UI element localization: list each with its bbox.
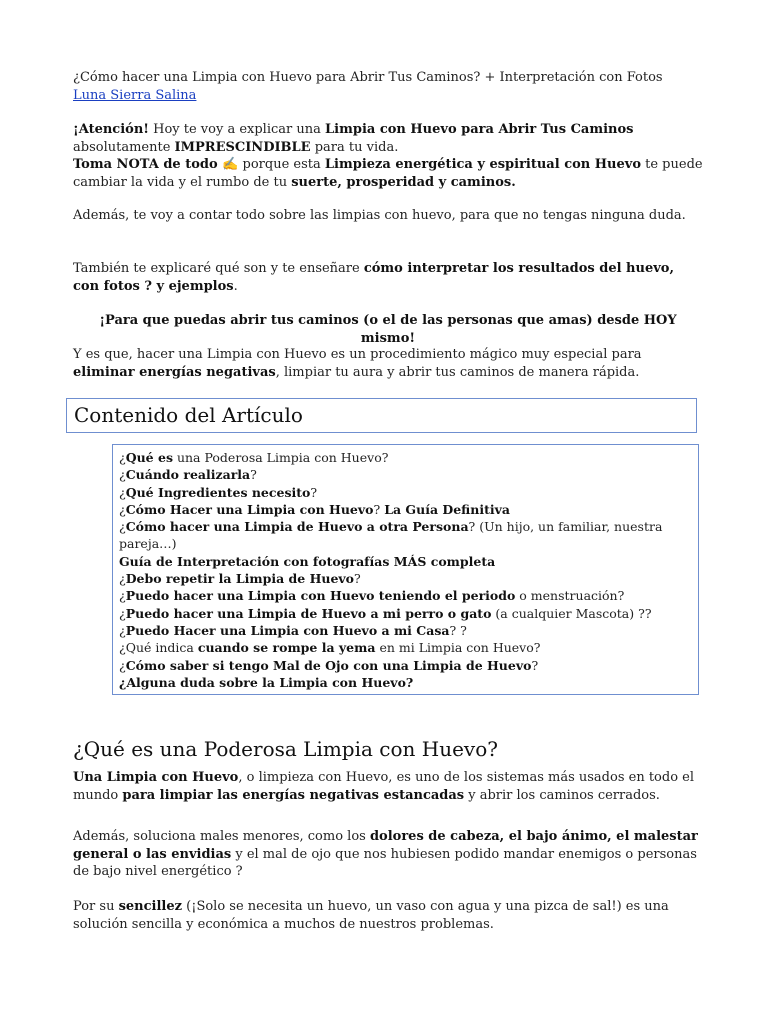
text-run: ¿ [119,571,126,587]
attention-label: ¡Atención! [73,122,149,137]
text-run: ¿Alguna duda sobre la Limpia con Huevo? [119,674,414,690]
intro-paragraph-4 [73,260,703,295]
toc-item[interactable] [119,570,692,587]
text-run: dolores de cabeza, el bajo ánimo, el malestar general o las envidias [73,829,698,862]
text-run: y abrir los caminos cerrados. [464,787,660,803]
text-run: ¿ [119,519,126,535]
text-run: Por su [73,899,119,914]
toc-item[interactable] [119,587,692,604]
text-run: ¿ [119,501,126,517]
text-run: Cómo saber si tengo Mal de Ojo con una Limpia de Huevo [125,657,532,673]
text-run: Cómo Hacer una Limpia con Huevo [125,501,374,517]
text-run: IMPRESCINDIBLE [174,139,311,155]
section-paragraph-1 [73,769,703,804]
text-run: ¿ [119,657,126,673]
text-run: ¿ [119,622,126,638]
article-title: ¿Cómo hacer una Limpia con Huevo para Abrir Tus Caminos? + Interpretación con Fotos [73,70,663,85]
intro-paragraph-6 [73,346,703,381]
text-run: Puedo hacer una Limpia de Huevo a mi perro o gato [125,605,492,621]
text-run: También te explicaré qué son y te enseñare [73,261,364,276]
text-run: ? [373,501,385,517]
toc-item[interactable] [119,605,692,622]
text-run: suerte, prosperidad y caminos. [291,174,516,190]
toc-item[interactable] [119,622,692,639]
text-run: cómo interpretar los resultados del huevo, con fotos ? y ejemplos [73,261,674,294]
section-heading: ¿Qué es una Poderosa Limpia con Huevo? [73,737,498,761]
toc-title: Contenido del Artículo [66,398,697,433]
text-run: para tu vida. [310,139,399,155]
author-link[interactable]: Luna Sierra Salina [73,87,197,103]
section-paragraph-3 [73,898,703,933]
text-run: ? [531,657,539,673]
text-run: (a cualquier Mascota) ?? [491,605,652,621]
article-header [73,69,703,104]
text-run: La Guía Definitiva [384,501,510,517]
text-run: Puedo hacer una Limpia con Huevo teniendo el periodo [125,588,516,604]
toc-item[interactable] [119,501,692,518]
text-run: ¿ [119,605,126,621]
text-run: te puede cambiar la vida y el rumbo de tu [73,157,703,190]
text-run: cuando se rompe la yema [197,640,376,656]
text-run: Hoy te voy a explicar una [148,122,326,137]
text-run: Toma NOTA de todo ✍ [73,157,239,172]
text-run: ? (Un hijo, un familiar, nuestra pareja…) [119,519,663,552]
text-run: , o limpieza con Huevo, es uno de los sistemas más usados en todo el mundo [73,770,695,803]
text-run: ¿ [119,450,126,465]
text-run: Qué es [125,450,173,465]
toc-item[interactable] [119,674,692,691]
text-run: Limpia con Huevo para Abrir Tus Caminos [325,122,634,137]
text-run: una Poderosa Limpia con Huevo? [172,450,389,465]
text-run: absolutamente [73,139,175,155]
text-run: ¿Qué indica [119,640,198,656]
text-run: ? [354,571,361,587]
text-run: Debo repetir la Limpia de Huevo [125,571,355,587]
intro-highlight [73,312,703,347]
toc-item[interactable] [119,518,692,553]
toc-item[interactable] [119,466,692,483]
toc-item[interactable] [119,657,692,674]
text-run: , limpiar tu aura y abrir tus caminos de manera rápida. [275,364,640,380]
intro-paragraph-1 [73,121,703,191]
text-run: para limpiar las energías negativas estancadas [122,787,465,803]
table-of-contents [112,444,699,695]
text-run: en mi Limpia con Huevo? [375,640,541,656]
toc-item[interactable] [119,484,692,501]
text-run: ¡Para que puedas abrir tus caminos (o el de las personas que amas) desde HOY mismo! [99,313,677,346]
text-run: ? ? [449,622,467,638]
text-run: ¿ [119,484,126,500]
text-run: ¿ [119,588,126,604]
text-run: Y es que, hacer una Limpia con Huevo es un procedimiento mágico muy especial para [73,347,642,362]
toc-item[interactable] [119,449,692,466]
section-paragraph-2 [73,828,703,881]
text-run: eliminar energías negativas [73,364,276,380]
text-run: Cuándo realizarla [125,467,251,483]
text-run: ? [310,484,318,500]
text-run: Cómo hacer una Limpia de Huevo a otra Persona [125,519,469,535]
text-run: Limpieza energética y espiritual con Huevo [324,157,641,172]
text-run: y el mal de ojo que nos hubiesen podido mandar enemigos o personas de bajo nivel energético ? [73,846,697,879]
text-run: Además, soluciona males menores, como los [73,829,370,844]
text-run: sencillez [118,899,183,914]
toc-item[interactable] [119,639,692,656]
text-run: Una Limpia con Huevo [73,770,239,785]
intro-paragraph-3: Además, te voy a contar todo sobre las limpias con huevo, para que no tengas ninguna duda. [73,208,686,223]
text-run: o menstruación? [515,588,625,604]
text-run: porque esta [238,157,325,172]
text-run: (¡Solo se necesita un huevo, un vaso con agua y una pizca de sal!) es una solución sencilla y económica a muchos de nuestros problemas. [73,899,669,932]
text-run: . [233,278,238,294]
text-run: Puedo Hacer una Limpia con Huevo a mi Casa [125,622,450,638]
text-run: Qué Ingredientes necesito [125,484,311,500]
toc-item[interactable] [119,553,692,570]
text-run: ¿ [119,467,126,483]
text-run: Guía de Interpretación con fotografías MÁS completa [119,553,496,569]
text-run: ? [250,467,257,483]
